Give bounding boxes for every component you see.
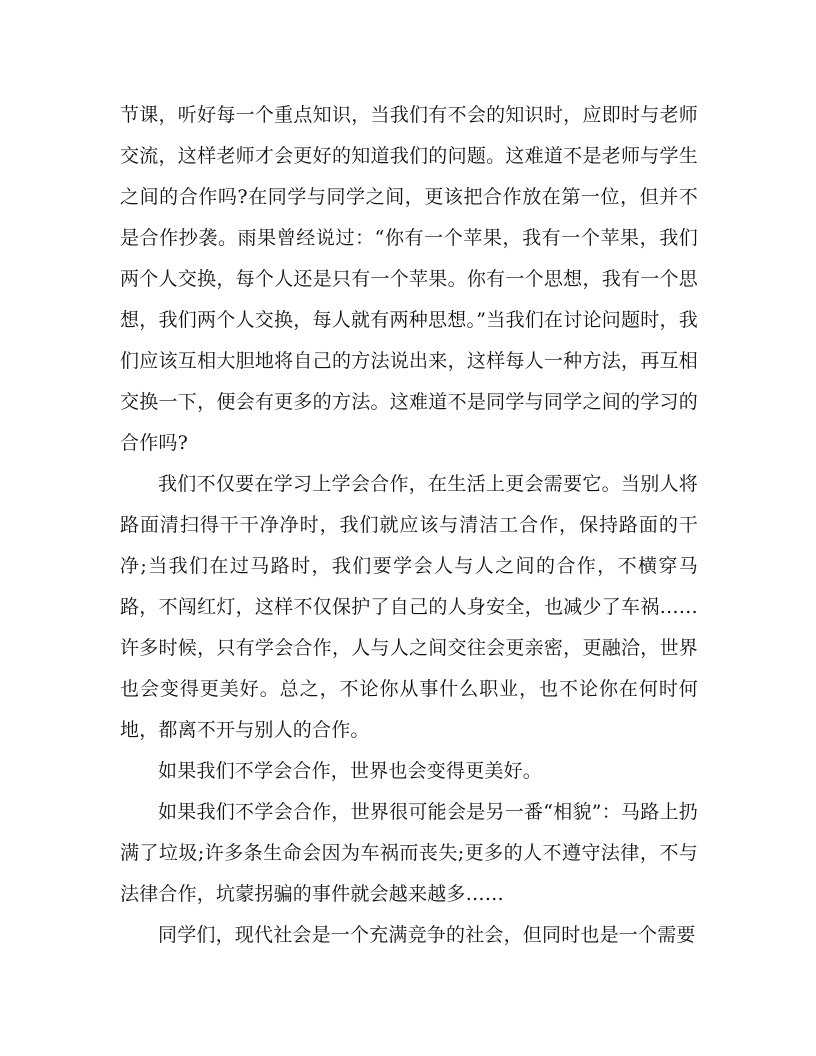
paragraph-without-cooperation: 如果我们不学会合作，世界很可能会是另一番“相貌”：马路上扔满了垃圾;许多条生命会因为车祸而丧失;更多的人不遵守法律，不与法律合作，坑蒙拐骗的事件就会越来越多…… xyxy=(120,801,698,905)
document-body xyxy=(120,95,698,956)
paragraph-continuation: 节课，听好每一个重点知识，当我们有不会的知识时，应即时与老师交流，这样老师才会更好的知道我们的问题。这难道不是老师与学生之间的合作吗?在同学与同学之间，更该把合作放在第一位，但并不是合作抄袭。雨果曾经说过：“你有一个苹果，我有一个苹果，我们两个人交换，每个人还是只有一个苹果。你有一个思想，我有一个思想，我们两个人交换，每人就有两种思想。”当我们在讨论问题时，我们应该互相大胆地将自己的方法说出来，这样每人一种方法，再互相交换一下，便会有更多的方法。这难道不是同学与同学之间的学习的合作吗? xyxy=(120,104,698,454)
paragraph-short-statement: 如果我们不学会合作，世界也会变得更美好。 xyxy=(158,760,543,782)
paragraph-classmates: 同学们，现代社会是一个充满竞争的社会，但同时也是一个需要 xyxy=(158,924,696,946)
paragraph-cooperation-in-life: 我们不仅要在学习上学会合作，在生活上更会需要它。当别人将路面清扫得干干净净时，我们就应该与清洁工合作，保持路面的干净;当我们在过马路时，我们要学会人与人之间的合作，不横穿马路，不闯红灯，这样不仅保护了自己的人身安全，也减少了车祸……许多时候，只有学会合作，人与人之间交往会更亲密，更融洽，世界也会变得更美好。总之，不论你从事什么职业，也不论你在何时何地，都离不开与别人的合作。 xyxy=(120,473,698,741)
